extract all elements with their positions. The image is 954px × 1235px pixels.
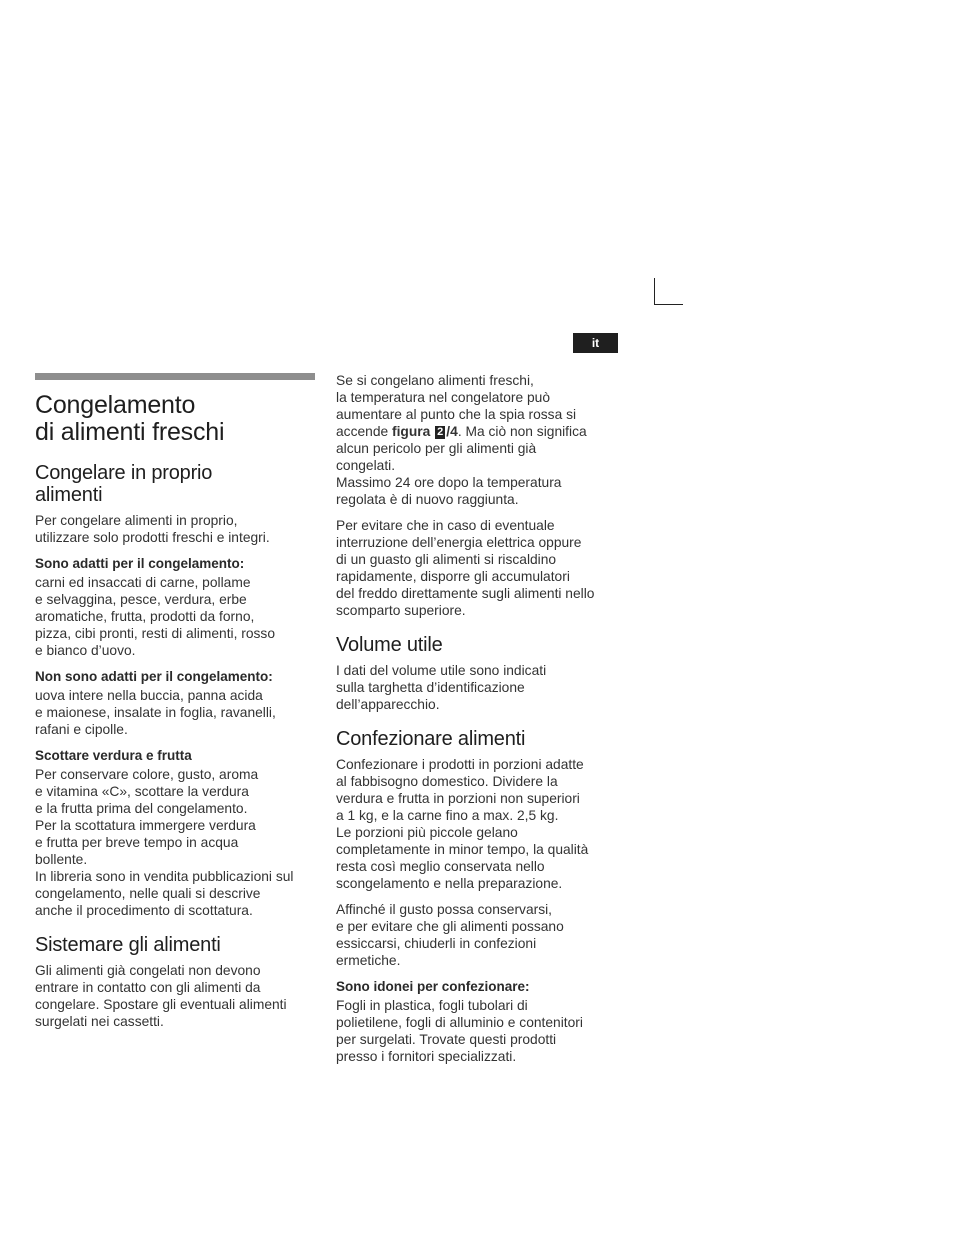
text-line: congelare. Spostare gli eventuali alimenti	[35, 997, 287, 1012]
text-line: e maionese, insalate in foglia, ravanelli,	[35, 705, 276, 720]
text-line: carni ed insaccati di carne, pollame	[35, 575, 251, 590]
text-line: Confezionare i prodotti in porzioni adatte	[336, 757, 584, 772]
text-line: alcun pericolo per gli alimenti già	[336, 441, 537, 456]
temperature-paragraph	[336, 372, 621, 508]
blanch-paragraph	[35, 766, 317, 919]
heading-sistemare: Sistemare gli alimenti	[35, 934, 221, 956]
text-line: interruzione dell’energia elettrica oppure	[336, 535, 582, 550]
text-line: Le porzioni più piccole gelano	[336, 825, 518, 840]
figure-reference	[392, 424, 458, 439]
text-line: entrare in contatto con gli alimenti da	[35, 980, 261, 995]
text-line: resta così meglio conservata nello	[336, 859, 545, 874]
text-line: per surgelati. Trovate questi prodotti	[336, 1032, 557, 1047]
text-line: anche il procedimento di scottatura.	[35, 903, 253, 918]
text-line: a 1 kg, e la carne fino a max. 2,5 kg.	[336, 808, 559, 823]
text-line: regolata è di nuovo raggiunta.	[336, 492, 519, 507]
text-line-figure	[336, 423, 621, 440]
text-line: aromatiche, frutta, prodotti da forno,	[35, 609, 255, 624]
text-line: polietilene, fogli di alluminio e contenitori	[336, 1015, 583, 1030]
text-line: Fogli in plastica, fogli tubolari di	[336, 998, 528, 1013]
text-line: utilizzare solo prodotti freschi e integri.	[35, 530, 270, 545]
text-line: rapidamente, disporre gli accumulatori	[336, 569, 570, 584]
crop-mark	[654, 278, 683, 305]
fig-prefix: accende	[336, 424, 392, 439]
text-line: Per conservare colore, gusto, aroma	[35, 767, 259, 782]
text-line: di un guasto gli alimenti si riscaldino	[336, 552, 557, 567]
text-line: ermetiche.	[336, 953, 401, 968]
text-line: Per la scottatura immergere verdura	[35, 818, 256, 833]
heading-line: alimenti	[35, 484, 103, 506]
text-line: sulla targhetta d’identificazione	[336, 680, 525, 695]
text-line: al fabbisogno domestico. Dividere la	[336, 774, 558, 789]
subheading-suitable: Sono adatti per il congelamento:	[35, 556, 245, 571]
figure-word: figura	[392, 424, 431, 439]
figure-number-badge: 2	[437, 426, 444, 438]
heading-confezionare: Confezionare alimenti	[336, 728, 526, 750]
page-title	[35, 392, 317, 446]
fig-rest: . Ma ciò non significa	[457, 424, 587, 439]
language-tab: it	[573, 333, 618, 353]
subheading-unsuitable: Non sono adatti per il congelamento:	[35, 669, 273, 684]
unsuitable-paragraph	[35, 687, 317, 738]
text-line: rafani e cipolle.	[35, 722, 128, 737]
text-line: e per evitare che gli alimenti possano	[336, 919, 564, 934]
subheading-blanch: Scottare verdura e frutta	[35, 748, 192, 763]
text-line: aumentare al punto che la spia rossa si	[336, 407, 577, 422]
text-line: Massimo 24 ore dopo la temperatura	[336, 475, 562, 490]
text-line: la temperatura nel congelatore può	[336, 390, 550, 405]
right-column	[336, 372, 621, 1074]
text-line: scomparto superiore.	[336, 603, 466, 618]
section-rule	[35, 373, 315, 380]
text-line: Gli alimenti già congelati non devono	[35, 963, 261, 978]
text-line: pizza, cibi pronti, resti di alimenti, rosso	[35, 626, 276, 641]
volume-paragraph	[336, 662, 621, 713]
suitable-paragraph	[35, 574, 317, 659]
text-line: e selvaggina, pesce, verdura, erbe	[35, 592, 247, 607]
packaging-paragraph-1	[336, 756, 621, 892]
intro-paragraph	[35, 512, 317, 546]
title-line: Congelamento	[35, 391, 196, 419]
text-line: Per evitare che in caso di eventuale	[336, 518, 555, 533]
heading-line: Congelare in proprio	[35, 462, 213, 484]
packaging-paragraph-2	[336, 901, 621, 969]
text-line: presso i fornitori specializzati.	[336, 1049, 517, 1064]
text-line: e frutta per breve tempo in acqua	[35, 835, 239, 850]
packaging-suitable-paragraph	[336, 997, 621, 1065]
text-line: surgelati nei cassetti.	[35, 1014, 164, 1029]
heading-volume: Volume utile	[336, 634, 443, 656]
text-line: Affinché il gusto possa conservarsi,	[336, 902, 553, 917]
text-line: verdura e frutta in porzioni non superiori	[336, 791, 580, 806]
left-column	[35, 370, 317, 1039]
title-line: di alimenti freschi	[35, 418, 225, 446]
power-failure-paragraph	[336, 517, 621, 619]
figure-suffix: /4	[446, 424, 458, 439]
text-line: I dati del volume utile sono indicati	[336, 663, 547, 678]
text-line: bollente.	[35, 852, 88, 867]
subheading-packaging-suitable: Sono idonei per confezionare:	[336, 979, 530, 994]
text-line: congelati.	[336, 458, 396, 473]
text-line: dell’apparecchio.	[336, 697, 440, 712]
text-line: In libreria sono in vendita pubblicazioni sul	[35, 869, 294, 884]
text-line: uova intere nella buccia, panna acida	[35, 688, 263, 703]
text-line: Per congelare alimenti in proprio,	[35, 513, 238, 528]
text-line: del freddo direttamente sugli alimenti nello	[336, 586, 595, 601]
sistemare-paragraph	[35, 962, 317, 1030]
text-line: e la frutta prima del congelamento.	[35, 801, 248, 816]
heading-congelare	[35, 462, 317, 506]
text-line: e vitamina «C», scottare la verdura	[35, 784, 249, 799]
text-line: completamente in minor tempo, la qualità	[336, 842, 589, 857]
text-line: essiccarsi, chiuderli in confezioni	[336, 936, 537, 951]
text-line: congelamento, nelle quali si descrive	[35, 886, 261, 901]
text-line: Se si congelano alimenti freschi,	[336, 373, 534, 388]
text-line: scongelamento e nella preparazione.	[336, 876, 563, 891]
text-line: e bianco d’uovo.	[35, 643, 136, 658]
